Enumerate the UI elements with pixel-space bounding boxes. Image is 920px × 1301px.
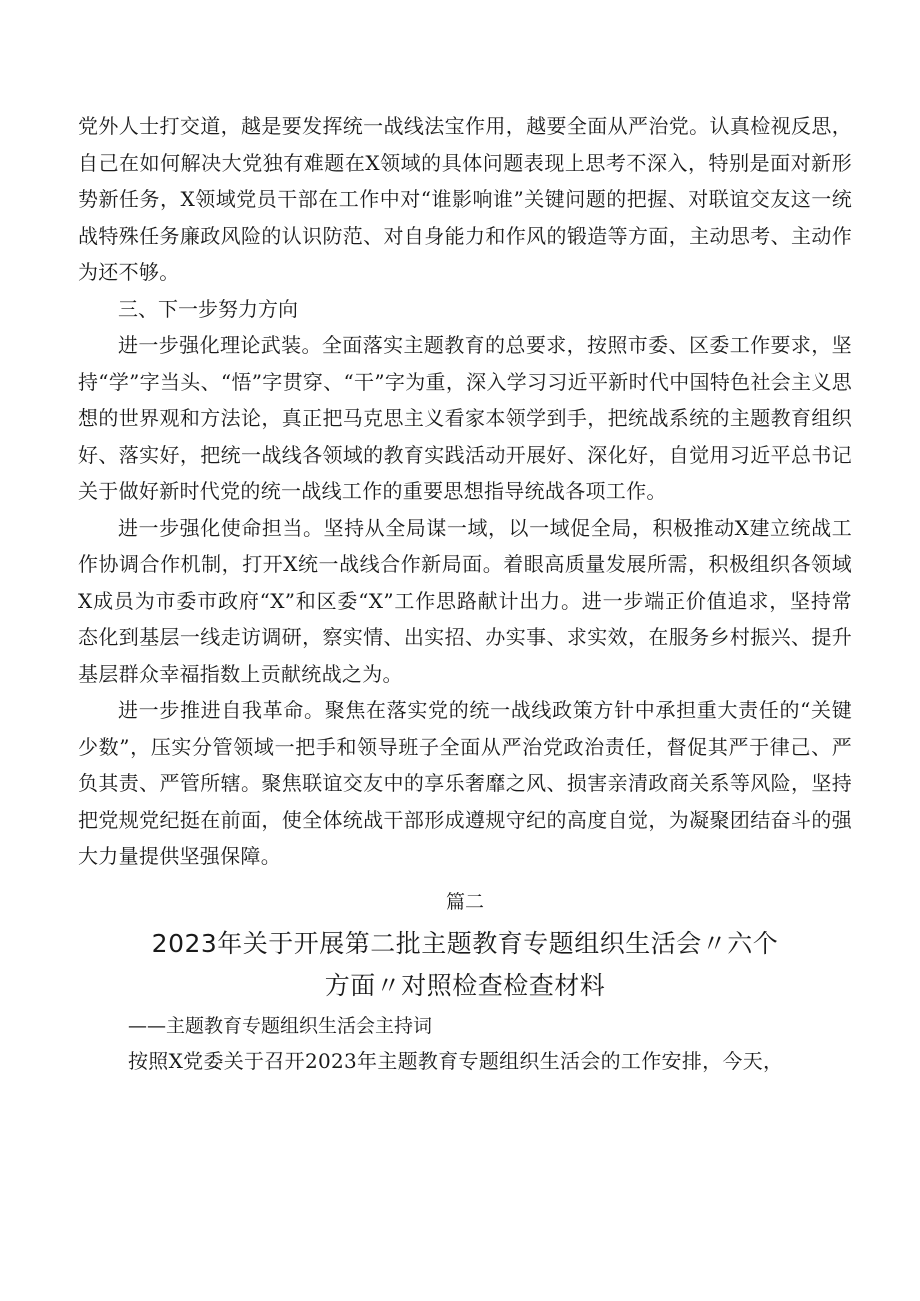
paragraph-3: 进一步强化使命担当。坚持从全局谋一域，以一域促全局，积极推动X建立统战工作协调合作机制，打开X统一战线合作新局面。着眼高质量发展所需，积极组织各领域X成员为市委市政府“X”和区委“X”工作思路献计出力。进一步端正价值追求，坚持常态化到基层一线走访调研，察实情、出实招、办实事、求实效，在服务乡村振兴、提升基层群众幸福指数上贡献统战之为。 — [78, 515, 852, 686]
paragraph-2: 进一步强化理论武装。全面落实主题教育的总要求，按照市委、区委工作要求，坚持“学”字当头、“悟”字贯穿、“干”字为重，深入学习习近平新时代中国特色社会主义思想的世界观和方法论，真正把马克思主义看家本领学到手，把统战系统的主题教育组织好、落实好，把统一战线各领域的教育实践活动开展好、深化好，自觉用习近平总书记关于做好新时代党的统一战线工作的重要思想指导统战各项工作。 — [78, 333, 852, 503]
document-title-line-2: 方面〃对照检查检查材料 — [324, 970, 606, 1000]
document-subtitle: ——主题教育专题组织生活会主持词 — [128, 1014, 433, 1037]
paragraph-4: 进一步推进自我革命。聚焦在落实党的统一战线政策方针中承担重大责任的“关键少数”，压实分管领域一把手和领导班子全面从严治党政治责任，督促其严于律己、严负其责、严管所辖。聚焦联谊交友中的享乐奢靡之风、损害亲清政商关系等风险，坚持把党规党纪挺在前面，使全体统战干部形成遵规守纪的高度自觉，为凝聚团结奋斗的强大力量提供坚强保障。 — [78, 698, 852, 868]
document-page — [78, 108, 852, 1079]
section-heading-3: 三、下一步努力方向 — [118, 296, 298, 321]
paragraph-1: 党外人士打交道，越是要发挥统一战线法宝作用，越要全面从严治党。认真检视反思，自己在如何解决大党独有难题在X领域的具体问题表现上思考不深入，特别是面对新形势新任务，X领域党员干部在工作中对“谁影响谁”关键问题的把握、对联谊交友这一统战特殊任务廉政风险的认识防范、对自身能力和作风的锻造等方面，主动思考、主动作为还不够。 — [78, 114, 852, 284]
piece-label: 篇二 — [445, 890, 484, 913]
paragraph-5: 按照X党委关于召开2023年主题教育专题组织生活会的工作安排，今天， — [128, 1048, 784, 1073]
document-title-line-1: 2023年关于开展第二批主题教育专题组织生活会〃六个 — [151, 928, 779, 958]
